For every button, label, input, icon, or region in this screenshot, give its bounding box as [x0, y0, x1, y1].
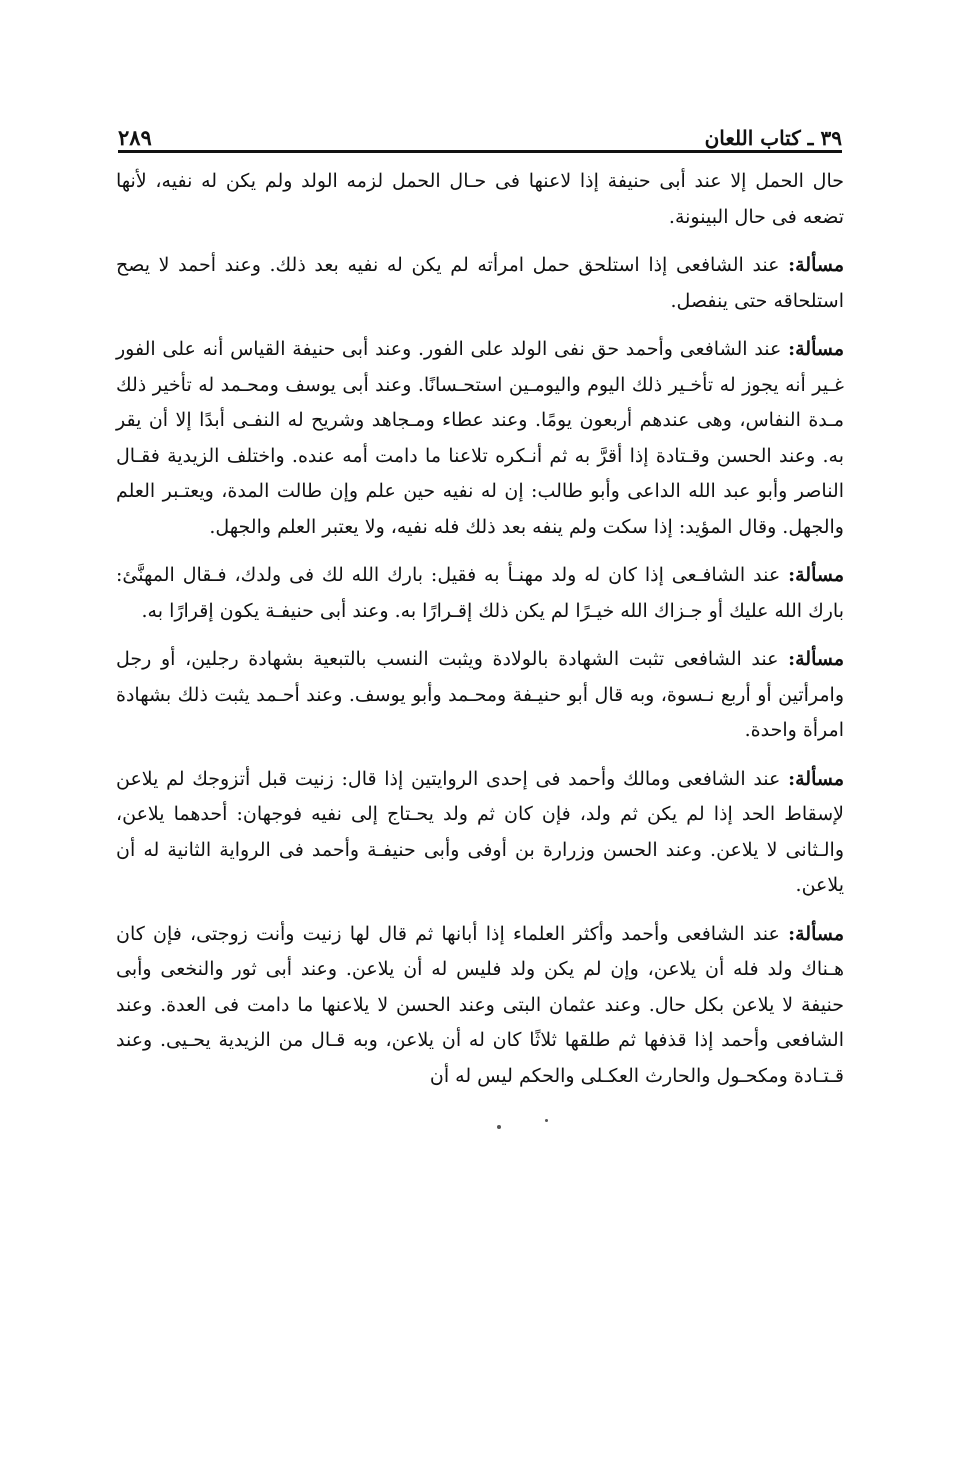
- paragraph: [116, 164, 844, 235]
- paragraph-lead: مسألة:: [788, 338, 844, 360]
- paragraph-lead: مسألة:: [788, 922, 844, 945]
- paragraph-text: عند الشافعى ومالك وأحمد فى إحدى الروايتين إذا قال: زنيت قبل أتزوجك لم يلاعن لإسقاط الحد إذا لم يكن ثم ولد، فإن كان ثم ولد يحـتاج إلى نفيه فوجهان: أحدهما يلاعن، والـثانى لا يلاعن. وعند الحسن وزرارة بن أوفى وأبى حنيفـة وأحمد فى الرواية الثانية له أن يلاعن.: [116, 767, 844, 896]
- scan-speck: [545, 1119, 548, 1122]
- paragraph-text: عند الشافـعى إذا كان له ولد مهنـأ به فقيل: بارك الله لك فى ولدك، فـقال المهنَّئ: بارك الله عليك أو جـزاك الله خيـرًا لم يكن ذلك إقـرارًا به. وعند أبى حنيفـة يكون إقرارًا به.: [116, 564, 844, 622]
- paragraph: [116, 642, 844, 749]
- paragraph-text: عند الشافعى وأحمد حق نفى الولد على الفور. وعند أبى حنيفة القياس أنه على الفور غـير أنه يجوز له تأخـير ذلك اليوم واليومـين استحـسانًا. وعند أبى يوسف ومحـمد له تأخير ذلك مـدة النفاس، وهى عندهم أربعون يومًا. وعند عطاء ومـجاهد وشريح له النفـى أبدًا إلا أن يقر به. وعند الحسن وقـتادة إذا أقرَّ به ثم أنـكره تلاعنا ما دامت أمه عنده. واختلف الزيدية فقـال الناصر وأبو عبد الله الداعى وأبو طالب: إن له نفيه حين علم وإن طالت المدة، ويعتـبر العلم والجهل. وقال المؤيد: إذا سكت ولم ينفه بعد ذلك فله نفيه، ولا يعتبر العلم والجهل.: [116, 338, 844, 538]
- scan-speck: [497, 1125, 501, 1129]
- paragraph-lead: مسألة:: [788, 254, 844, 276]
- paragraph: [116, 332, 844, 545]
- paragraph: [116, 762, 844, 904]
- paragraph-lead: مسألة:: [788, 767, 844, 790]
- page-number: ٢٨٩: [118, 125, 152, 150]
- paragraph-text: عند الشافعى تثبت الشهادة بالولادة ويثبت النسب بالتبعية بشهادة رجلين، أو رجل وامرأتين أو أربع نـسوة، وبه قال أبو حنيـفة ومحـمد وأبو يوسف. وعند أحـمد يثبت ذلك بشهادة امرأة واحدة.: [116, 648, 844, 741]
- paragraph-lead: مسألة:: [788, 648, 844, 670]
- paragraph: [116, 248, 844, 319]
- paragraph: [116, 558, 844, 629]
- paragraph: [116, 917, 844, 1095]
- paragraph-lead: مسألة:: [788, 564, 844, 586]
- body-text: [116, 164, 844, 1107]
- paragraph-text: حال الحمل إلا عند أبى حنيفة إذا لاعنها فى حـال الحمل لزمه الولد ولم يكن له نفيه، لأنها تضعه فى حال البينونة.: [116, 170, 844, 228]
- page-header: [118, 112, 842, 148]
- paragraph-text: عند الشافعى وأحمد وأكثر العلماء إذا أبانها ثم قال لها زنيت وأنت زوجتى، فإن كان هـناك ولد فله أن يلاعن، وإن لم يكن ولد فليس له أن يلاعن. وعند أبى ثور والنخعى وأبى حنيفة لا يلاعن بكل حال. وعند عثمان البتى وعند الحسن لا يلاعنها ما دامت فى العدة. وعند الشافعى وأحمد إذا قذفها ثم طلقها ثلاثًا كان له أن يلاعن، وبه قـال من الزيدية يحـيى. وعند قـتـادة ومكحـول والحارث العكـلى والحكم ليس له أن: [116, 922, 844, 1087]
- chapter-title: ٣٩ ـ كتاب اللعان: [704, 126, 842, 150]
- header-rule: [118, 150, 842, 153]
- paragraph-text: عند الشافعى إذا استلحق حمل امرأته لم يكن له نفيه بعد ذلك. وعند أحمد لا يصح استلحاقه حتى ينفصل.: [116, 254, 844, 312]
